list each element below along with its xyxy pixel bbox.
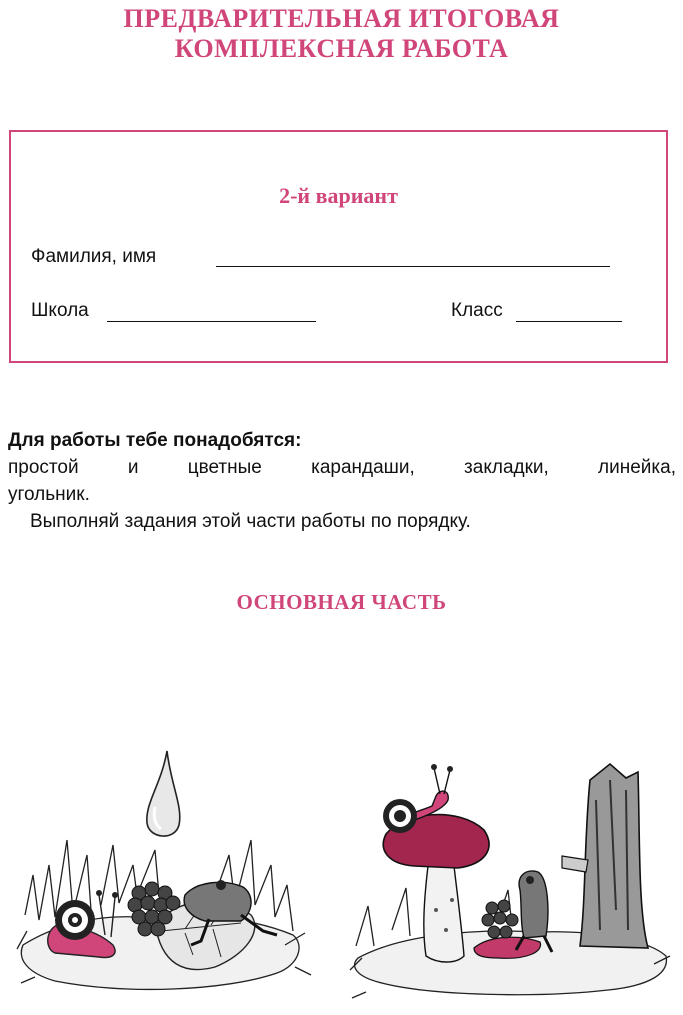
school-label: Школа bbox=[31, 300, 89, 321]
instructions-line-2: угольник. bbox=[8, 484, 90, 505]
page-title-line2: КОМПЛЕКСНАЯ РАБОТА bbox=[174, 34, 509, 63]
name-label: Фамилия, имя bbox=[31, 246, 157, 267]
name-field-line[interactable] bbox=[216, 266, 610, 267]
class-label: Класс bbox=[451, 300, 503, 321]
instructions-heading: Для работы тебе понадобятся: bbox=[8, 430, 302, 451]
school-field-line[interactable] bbox=[107, 321, 316, 322]
instructions-line-3: Выполняй задания этой части работы по порядку. bbox=[30, 511, 471, 532]
water-drop-icon bbox=[147, 751, 180, 836]
tree-stump-icon bbox=[562, 764, 648, 948]
page-title-line1: ПРЕДВАРИТЕЛЬНАЯ ИТОГОВАЯ bbox=[123, 4, 560, 33]
student-info-box bbox=[9, 130, 668, 363]
class-field-line[interactable] bbox=[516, 321, 622, 322]
instructions bbox=[8, 427, 676, 535]
right-illustration bbox=[348, 760, 673, 1000]
section-title: ОСНОВНАЯ ЧАСТЬ bbox=[236, 590, 447, 614]
instructions-line-1: простой и цветные карандаши, закладки, линейка, bbox=[8, 457, 676, 478]
variant-label: 2-й вариант bbox=[279, 183, 398, 208]
left-illustration bbox=[15, 745, 315, 1000]
